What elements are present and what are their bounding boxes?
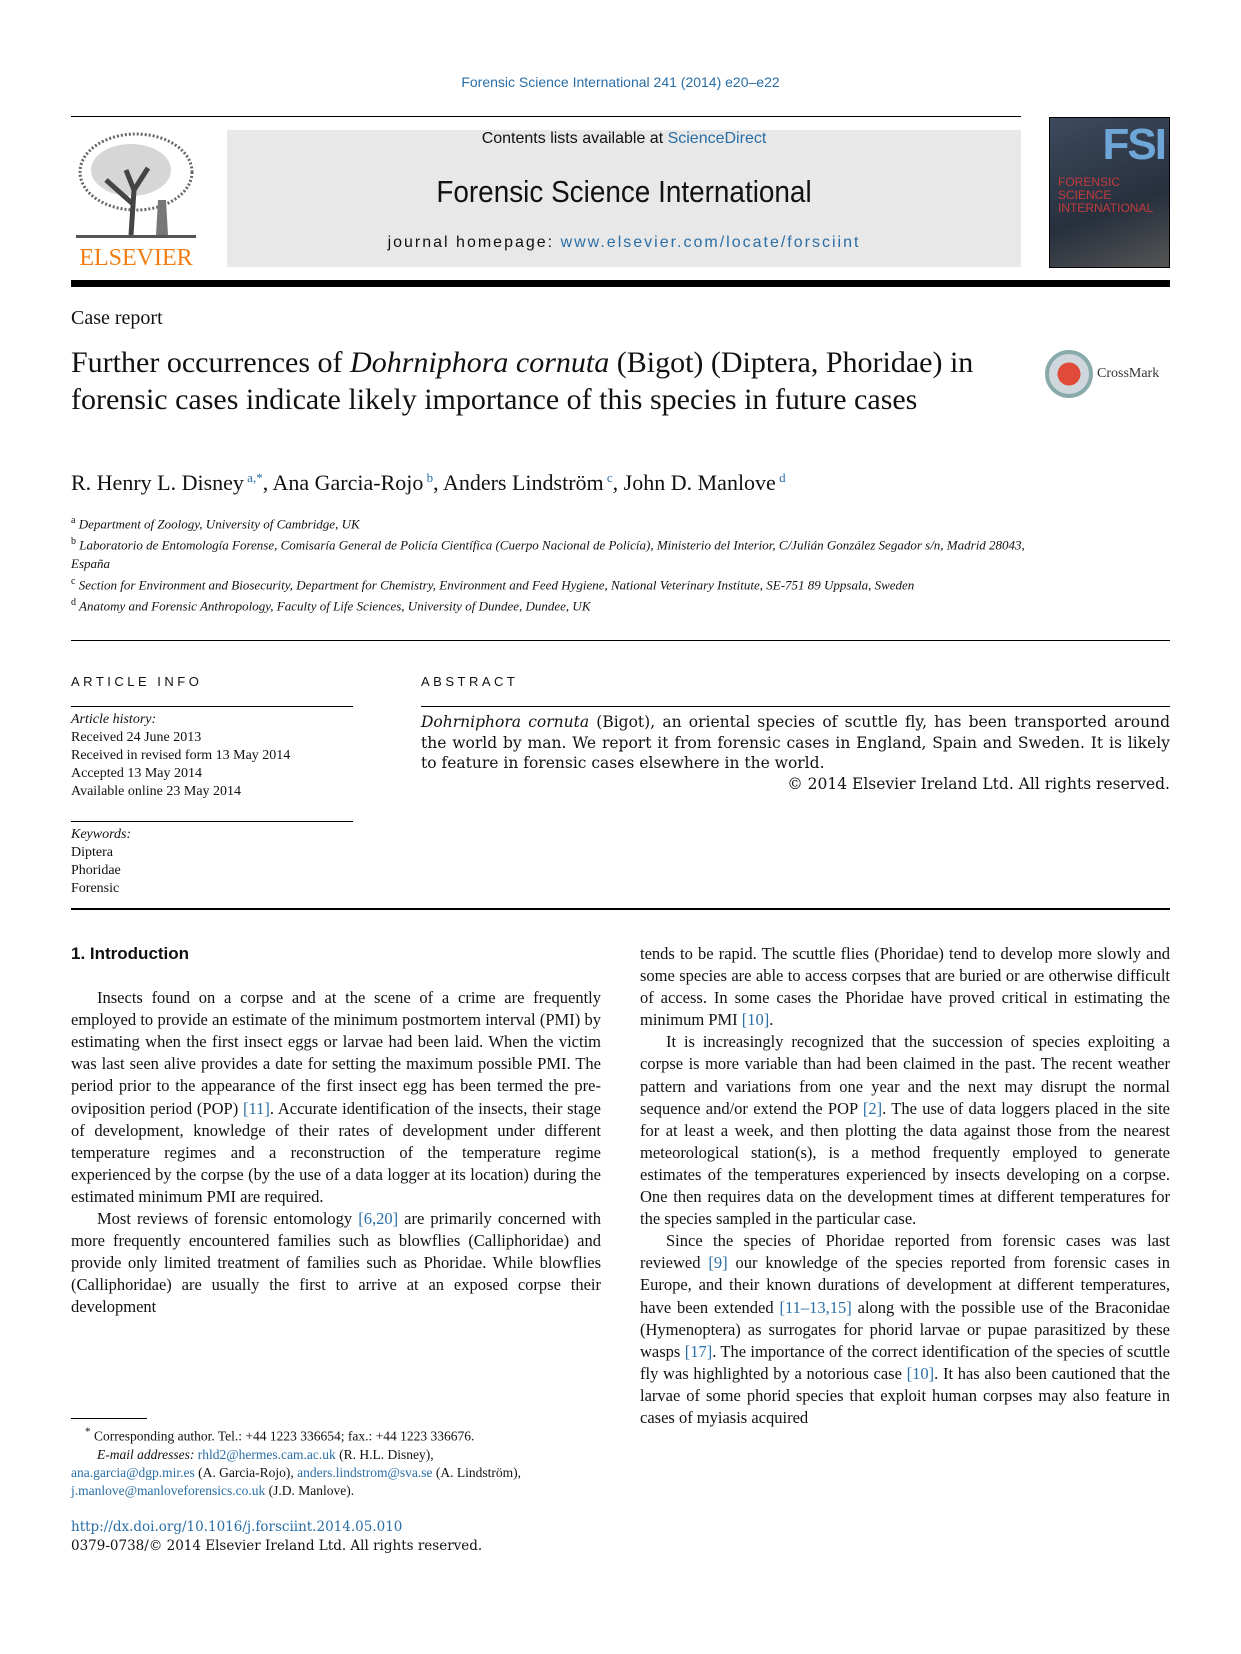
journal-cover-image[interactable] bbox=[1049, 117, 1170, 268]
paragraph-text: tends to be rapid. The scuttle flies (Phoridae) tend to develop more slowly and some species are able to access corpses that are buried or are otherwise difficult of access. In some cases the Phoridae have proved critical in estimating the minimum PMI bbox=[640, 944, 1170, 1030]
paragraph-text: . The use of data loggers placed in the site for at least a week, and then plotting the data against those from the nearest meteorological station(s), is a method frequently employed to generate estimates of the temperatures experienced by insects developing on a corpse. One then requires data on the development times at different temperatures for the species sampled in the particular case. bbox=[640, 1098, 1170, 1229]
history-item: Received in revised form 13 May 2014 bbox=[71, 748, 291, 763]
body-paragraph bbox=[71, 987, 601, 1208]
title-species: Dohrniphora cornuta bbox=[350, 346, 610, 379]
affil-text: Department of Zoology, University of Cambridge, UK bbox=[78, 516, 360, 532]
affil-text: Anatomy and Forensic Anthropology, Faculty of Life Sciences, University of Dundee, Dundee, UK bbox=[79, 598, 591, 614]
affil-marker: c bbox=[71, 575, 76, 587]
body-paragraph bbox=[71, 1208, 601, 1318]
article-type: Case report bbox=[71, 307, 163, 329]
title-text: Further occurrences of bbox=[71, 346, 351, 379]
author-affil-link[interactable]: b bbox=[426, 470, 434, 485]
email-link[interactable]: rhld2@hermes.cam.ac.uk bbox=[197, 1446, 336, 1462]
paragraph-text: our knowledge of the species reported from forensic cases in Europe, and their known durations of development at different temperatures, have been extended bbox=[640, 1253, 1171, 1317]
abstract-text bbox=[421, 712, 1170, 794]
paragraph-text: . bbox=[769, 1010, 774, 1030]
cover-title: FORENSIC SCIENCE INTERNATIONAL bbox=[1058, 175, 1154, 215]
affil-text: Laboratorio de Entomología Forense, Comisaría General de Policía Científica (Cuerpo Nacional de Policía), Ministerio del Interior, C/Julián González Segador s/n, Madrid 28043, España bbox=[71, 537, 1025, 571]
contents-label: Contents lists available at bbox=[481, 130, 668, 147]
citation-link[interactable]: [10] bbox=[906, 1363, 935, 1383]
keywords bbox=[71, 826, 131, 898]
sciencedirect-link[interactable]: ScienceDirect bbox=[667, 130, 767, 147]
corresponding-author: Corresponding author. Tel.: +44 1223 336654; fax.: +44 1223 336676. bbox=[94, 1428, 475, 1444]
abstract-body: (Bigot), an oriental species of scuttle fly, has been transported around the world by man. We report it from forensic cases in England, Spain and Sweden. It is likely to feature in forensic cases elsewhere in the world. bbox=[421, 713, 1170, 772]
divider bbox=[71, 706, 353, 707]
publisher-logo-text: ELSEVIER bbox=[79, 245, 193, 271]
keyword: Forensic bbox=[71, 881, 120, 896]
article-info-heading: ARTICLE INFO bbox=[71, 674, 203, 689]
affiliations bbox=[71, 512, 1031, 615]
elsevier-tree-icon bbox=[76, 130, 196, 242]
email-owner: (R. H.L. Disney), bbox=[335, 1446, 434, 1462]
cover-abbr: FSI bbox=[1102, 120, 1165, 169]
email-link[interactable]: ana.garcia@dgp.mir.es bbox=[71, 1464, 195, 1480]
affiliation bbox=[71, 512, 1031, 533]
divider bbox=[421, 706, 1170, 707]
paragraph-text: are primarily concerned with more frequently encountered families such as blowflies (Calliphoridae) and provide only limited treatment of families such as Phoridae. While blowflies (Calliphoridae) are usually the first to arrive at an exposed corpse their development bbox=[71, 1209, 601, 1317]
citation-link[interactable]: [2] bbox=[862, 1098, 883, 1118]
header-bar bbox=[71, 280, 1170, 287]
journal-reference[interactable]: Forensic Science International 241 (2014) e20–e22 bbox=[461, 74, 780, 90]
paragraph-text: along with the possible use of the Braconidae (Hymenoptera) as surrogates for phorid larvae or pupae parasitized by these wasps bbox=[640, 1297, 1170, 1361]
email-owner: (J.D. Manlove). bbox=[265, 1482, 355, 1498]
elsevier-logo[interactable] bbox=[71, 130, 201, 270]
citation-link[interactable]: [11] bbox=[242, 1098, 270, 1118]
email-label: E-mail addresses: bbox=[97, 1446, 195, 1462]
keyword: Diptera bbox=[71, 845, 113, 860]
affiliation bbox=[71, 573, 1031, 594]
author-name: Anders Lindström bbox=[442, 470, 604, 495]
paragraph-text: It is increasingly recognized that the succession of species exploiting a corpse is more variable than had been claimed in the past. The recent weather pattern and variations from one year and the next may disrupt the normal sequence and/or extend the POP bbox=[640, 1032, 1170, 1118]
affiliation bbox=[71, 533, 1031, 572]
paragraph-text: . Accurate identification of the insects, their stage of development, knowledge of their rates of development under different temperature regimes and a reconstruction of the temperature regime experienced by the corpse (by the use of a data logger at its location) during the estimated minimum PMI are required. bbox=[71, 1098, 601, 1206]
affiliation bbox=[71, 594, 1031, 615]
paragraph-text: . It has also been cautioned that the larvae of some phorid species that exploit human corpses may also feature in cases of myiasis acquired bbox=[640, 1363, 1171, 1427]
journal-banner bbox=[227, 130, 1021, 267]
journal-title: Forensic Science International bbox=[436, 174, 812, 209]
footnote bbox=[71, 1423, 611, 1500]
author-affil-link[interactable]: d bbox=[779, 470, 786, 485]
title-text-rest: (Bigot) (Diptera, Phoridae) in forensic cases indicate likely importance of this species in future cases bbox=[71, 346, 974, 416]
history-item: Received 24 June 2013 bbox=[71, 730, 202, 745]
paragraph-text: . The importance of the correct identification of the species of scuttle fly was highlighted by a notorious case bbox=[640, 1341, 1170, 1383]
email-link[interactable]: j.manlove@manloveforensics.co.uk bbox=[71, 1482, 266, 1498]
history-item: Accepted 13 May 2014 bbox=[71, 766, 203, 781]
divider bbox=[71, 640, 1170, 641]
divider bbox=[71, 821, 353, 822]
homepage-link[interactable]: www.elsevier.com/locate/forsciint bbox=[560, 234, 861, 251]
crossmark-label: CrossMark bbox=[1097, 366, 1160, 381]
abstract-copyright: © 2014 Elsevier Ireland Ltd. All rights reserved. bbox=[787, 774, 1170, 793]
left-column bbox=[71, 943, 601, 1319]
header-rule bbox=[71, 116, 1021, 117]
affil-marker: b bbox=[71, 536, 76, 548]
body-paragraph bbox=[640, 1230, 1170, 1429]
body-paragraph bbox=[640, 1031, 1170, 1230]
abstract-heading: ABSTRACT bbox=[421, 674, 519, 689]
history-label: Article history: bbox=[71, 712, 157, 727]
article-history bbox=[71, 711, 290, 801]
author-name: Ana Garcia-Rojo bbox=[272, 470, 424, 495]
email-owner: (A. Garcia-Rojo), bbox=[194, 1464, 298, 1480]
crossmark-icon bbox=[1045, 350, 1093, 398]
body-paragraph bbox=[640, 943, 1170, 1031]
keywords-label: Keywords: bbox=[71, 827, 132, 842]
keyword: Phoridae bbox=[71, 863, 121, 878]
email-link[interactable]: anders.lindstrom@sva.se bbox=[297, 1464, 433, 1480]
paragraph-text: Most reviews of forensic entomology bbox=[97, 1209, 359, 1229]
citation-link[interactable]: [11–13,15] bbox=[779, 1297, 852, 1317]
author-name: John D. Manlove bbox=[623, 470, 776, 495]
issn-copyright: 0379-0738/© 2014 Elsevier Ireland Ltd. All rights reserved. bbox=[71, 1538, 483, 1554]
divider bbox=[71, 908, 1170, 910]
footnote-rule bbox=[71, 1418, 147, 1419]
citation-link[interactable]: [17] bbox=[684, 1341, 713, 1361]
article-title bbox=[71, 344, 1031, 418]
abstract-species: Dohrniphora cornuta bbox=[421, 713, 590, 731]
doi-link[interactable]: http://dx.doi.org/10.1016/j.forsciint.2014.05.010 bbox=[71, 1519, 403, 1535]
author-affil-link[interactable]: a,* bbox=[247, 470, 263, 485]
paragraph-text: Insects found on a corpse and at the scene of a crime are frequently employed to provide an estimate of the minimum postmortem interval (PMI) by estimating when the first insect eggs or larvae had been laid. When the victim was last seen alive provides a date for setting the maximum possible PMI. The period prior to the appearance of the first insect egg has been termed the pre-oviposition period (POP) bbox=[71, 988, 601, 1118]
paragraph-text: Since the species of Phoridae reported from forensic cases was last reviewed bbox=[640, 1231, 1170, 1273]
article-footer bbox=[71, 1518, 482, 1556]
citation-link[interactable]: [10] bbox=[741, 1010, 770, 1030]
section-heading: 1. Introduction bbox=[71, 944, 190, 963]
affil-text: Section for Environment and Biosecurity, Department for Chemistry, Environment and Feed Hygiene, National Veterinary Institute, SE-751 89 Uppsala, Sweden bbox=[78, 576, 915, 592]
right-column bbox=[640, 943, 1170, 1429]
author-affil-link[interactable]: c bbox=[606, 470, 613, 485]
affil-marker: d bbox=[71, 596, 76, 608]
email-owner: (A. Lindström), bbox=[432, 1464, 522, 1480]
homepage-label: journal homepage: bbox=[387, 234, 561, 251]
author-name: R. Henry L. Disney bbox=[71, 470, 244, 495]
crossmark-button[interactable] bbox=[1045, 350, 1159, 398]
citation-link[interactable]: [9] bbox=[708, 1253, 728, 1273]
history-item: Available online 23 May 2014 bbox=[71, 784, 242, 799]
affil-marker: a bbox=[71, 515, 76, 526]
citation-link[interactable]: [6,20] bbox=[358, 1209, 399, 1229]
footnote-marker: * bbox=[85, 1426, 91, 1438]
author-list: R. Henry L. Disney $^{a,*}$, Ana Garcia-Rojo $^b$, Anders Lindström $^c$, John D. Manlove $^d$ bbox=[71, 470, 786, 495]
